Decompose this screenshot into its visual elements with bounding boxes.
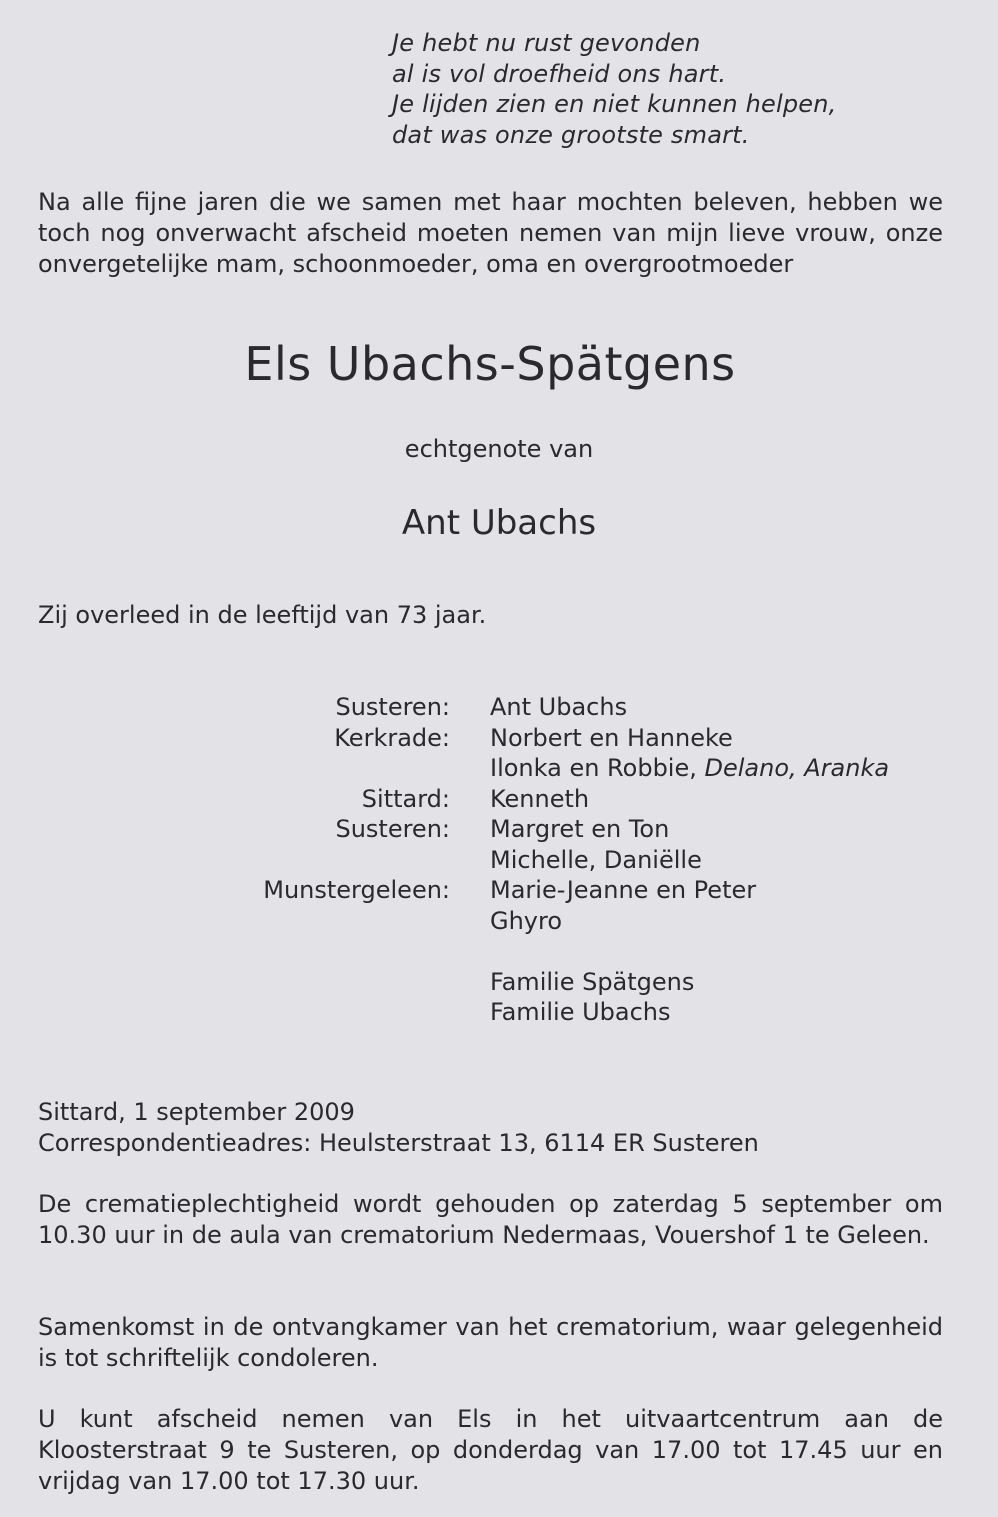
family-names <box>490 753 889 784</box>
family-row <box>0 967 998 998</box>
family-names-text: Ghyro <box>490 906 563 935</box>
correspondence-address: Correspondentieadres: Heulsterstraat 13, 6114 ER Susteren <box>38 1129 759 1157</box>
family-names-text: Ilonka en Robbie, <box>490 754 705 782</box>
family-place: Munstergeleen: <box>263 876 450 904</box>
poem <box>392 28 837 150</box>
family-names-italic: Delano, Aranka <box>704 754 890 782</box>
poem-line: al is vol droefheid ons hart. <box>392 59 727 88</box>
family-names <box>490 784 589 815</box>
poem-line: dat was onze grootste smart. <box>392 120 750 149</box>
family-list <box>0 692 998 1028</box>
family-names-text: Margret en Ton <box>490 815 670 843</box>
family-surname: Familie Spätgens <box>490 967 695 996</box>
family-names-text: Michelle, Daniëlle <box>490 845 702 874</box>
age-line: Zij overleed in de leeftijd van 73 jaar. <box>38 601 487 629</box>
family-names <box>490 692 627 723</box>
family-names <box>490 723 733 754</box>
relation-text: echtgenote van <box>404 435 594 463</box>
family-names-text: Norbert en Hanneke <box>490 723 733 752</box>
family-names <box>490 845 702 876</box>
poem-line: Je lijden zien en niet kunnen helpen, <box>392 90 837 118</box>
family-row <box>0 845 998 876</box>
family-row <box>0 997 998 1028</box>
spacer <box>0 936 998 967</box>
family-names-text: Marie-Jeanne en Peter <box>490 876 757 904</box>
poem-line: Je hebt nu rust gevonden <box>392 29 701 57</box>
farewell-paragraph: U kunt afscheid nemen van Els in het uitvaartcentrum aan de Kloosterstraat 9 te Susteren, op donderdag van 17.00 tot 17.45 uur en vrijdag van 17.00 tot 17.30 uur. <box>38 1405 943 1495</box>
family-row <box>0 723 998 754</box>
family-place: Kerkrade: <box>334 723 450 752</box>
family-row <box>0 753 998 784</box>
family-names <box>490 814 669 845</box>
ceremony-paragraph: De crematieplechtigheid wordt gehouden op zaterdag 5 september om 10.30 uur in de aula van crematorium Nedermaas, Vouershof 1 te Geleen. <box>38 1190 943 1249</box>
family-place: Sittard: <box>361 784 450 813</box>
place-date: Sittard, 1 september 2009 <box>38 1098 355 1126</box>
family-names <box>490 906 562 937</box>
family-row <box>0 906 998 937</box>
family-place: Susteren: <box>335 815 450 843</box>
deceased-name: Els Ubachs-Spätgens <box>244 337 736 391</box>
gathering-paragraph: Samenkomst in de ontvangkamer van het crematorium, waar gelegenheid is tot schriftelijk condoleren. <box>38 1313 943 1372</box>
family-row <box>0 875 998 906</box>
family-place: Susteren: <box>335 693 450 721</box>
family-names <box>490 875 756 906</box>
family-row <box>0 692 998 723</box>
family-names-text: Kenneth <box>490 784 590 813</box>
family-row <box>0 814 998 845</box>
spouse-name: Ant Ubachs <box>401 503 597 543</box>
intro-paragraph: Na alle fijne jaren die we samen met haar mochten beleven, hebben we toch nog onverwacht afscheid moeten nemen van mijn lieve vrouw, onze onvergetelijke mam, schoonmoeder, oma en overgrootmoeder <box>38 188 943 278</box>
family-row <box>0 784 998 815</box>
family-surname: Familie Ubachs <box>490 998 671 1026</box>
family-names-text: Ant Ubachs <box>490 693 628 721</box>
